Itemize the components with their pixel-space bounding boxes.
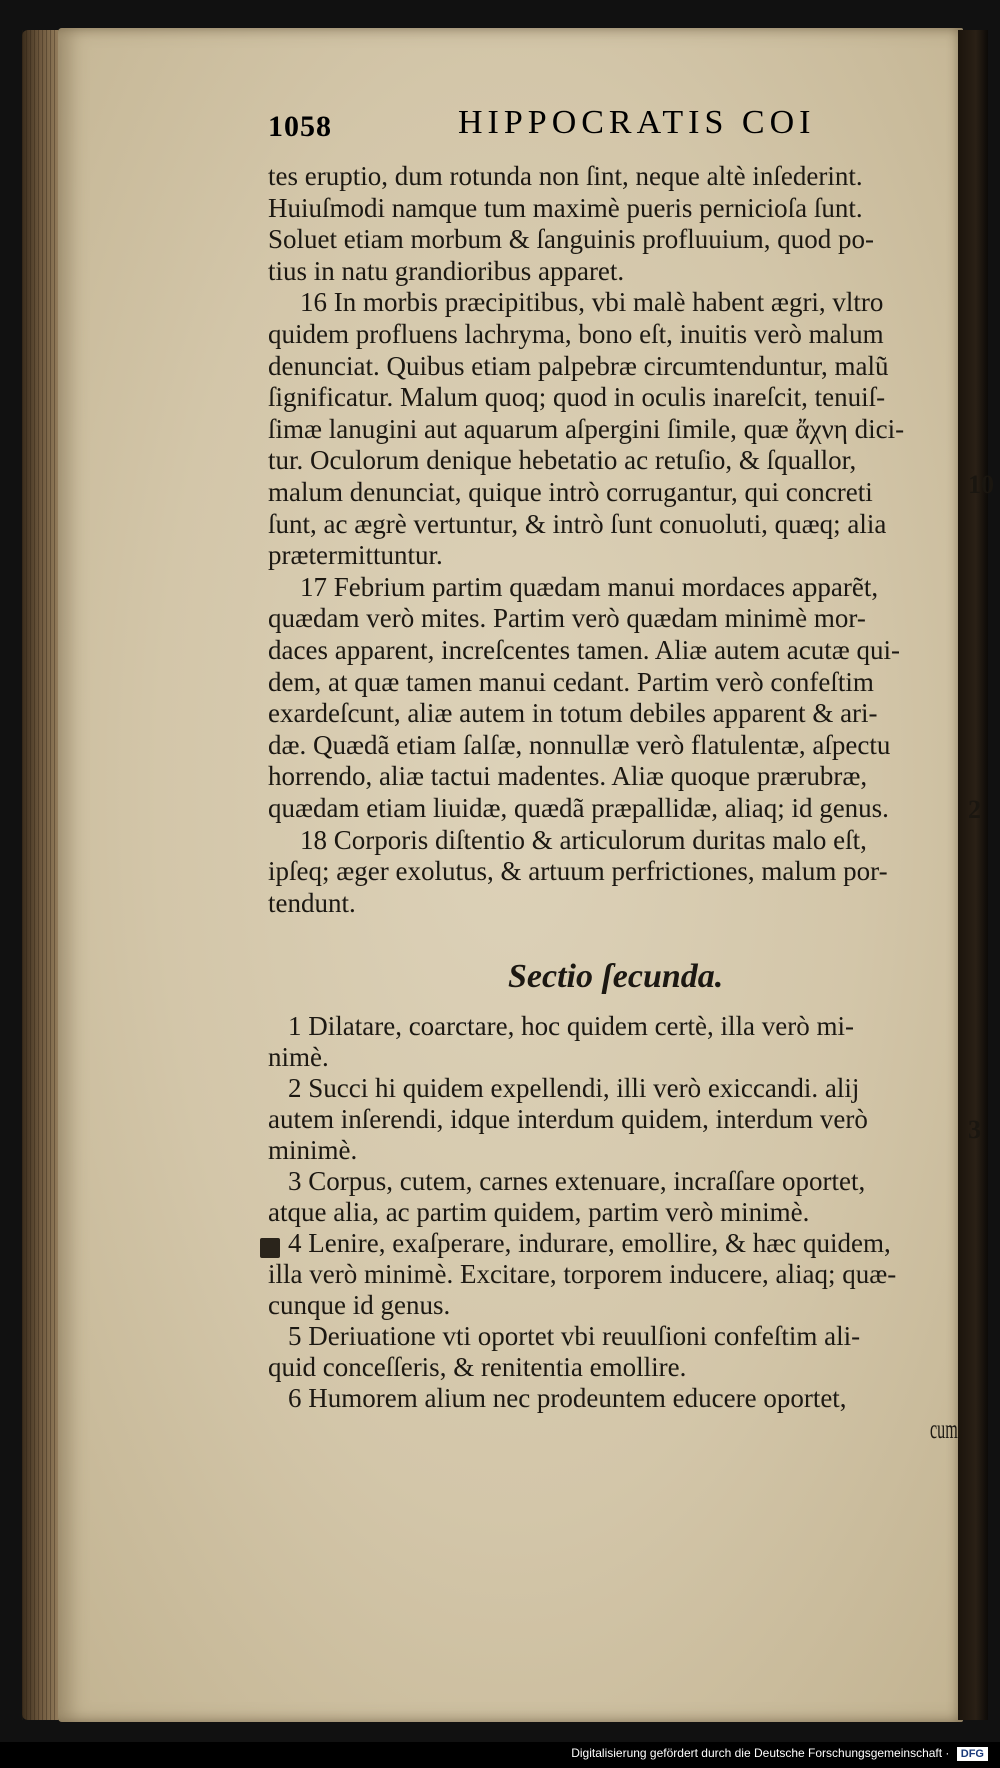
margin-fragment: 10	[968, 470, 994, 499]
margin-fragment: 2	[968, 795, 981, 824]
text-line: ſignificatur. Malum quoq; quod in oculis inareſcit, tenuiſ-	[268, 382, 886, 413]
text-line: daces apparent, increſcentes tamen. Aliæ autem acutæ qui-	[268, 635, 901, 665]
text-line: tur. Oculorum denique hebetatio ac retuſio, & ſquallor,	[268, 445, 857, 476]
text-line: cum	[930, 1414, 958, 1444]
text-line: tius in natu grandioribus apparet.	[268, 255, 625, 286]
text-line: autem inſerendi, idque interdum quidem, interdum verò	[268, 1104, 868, 1134]
page-number: 1058	[268, 110, 332, 143]
text-line: quid conceſſeris, & renitentia emollire.	[268, 1352, 687, 1382]
text-line: cunque id genus.	[268, 1290, 451, 1320]
text-line: 3 Corpus, cutem, carnes extenuare, incraſſare oportet,	[288, 1166, 866, 1196]
footer-credit-text: Digitalisierung gefördert durch die Deutsche Forschungsgemeinschaft ·	[571, 1746, 950, 1760]
text-line: 4 Lenire, exaſperare, indurare, emollire, & hæc quidem,	[288, 1228, 891, 1258]
text-line: atque alia, ac partim quidem, partim verò minimè.	[268, 1197, 810, 1227]
text-line: prætermittuntur.	[268, 540, 443, 571]
page-header	[268, 104, 968, 148]
text-line: 5 Deriuatione vti oportet vbi reuulſioni confeſtim ali-	[288, 1321, 861, 1351]
text-line: Huiuſmodi namque tum maximè pueris pernicioſa ſunt.	[268, 192, 863, 223]
text-line: exardeſcunt, aliæ autem in totum debiles apparent & ari-	[268, 698, 878, 729]
text-line: 17 Febrium partim quædam manui mordaces apparẽt,	[300, 571, 879, 602]
text-line: nimè.	[268, 1042, 329, 1072]
footer-bar	[0, 1742, 1000, 1768]
text-line: 1 Dilatare, coarctare, hoc quidem certè, illa verò mi-	[288, 1011, 854, 1041]
text-line: minimè.	[268, 1135, 358, 1165]
text-line: 18 Corporis diſtentio & articulorum duritas malo eſt,	[300, 824, 867, 855]
dfg-logo-icon: DFG	[957, 1747, 988, 1761]
text-line: quædam verò mites. Partim verò quædam minimè mor-	[268, 603, 866, 634]
text-line: ſunt, ac ægrè vertuntur, & intrò ſunt conuoluti, quæq; alia	[268, 508, 887, 539]
next-page-edge	[958, 30, 988, 1720]
text-line: ſimæ lanugini aut aquarum aſpergini ſimile, quæ ἄχνη dici-	[268, 413, 905, 444]
text-line: 6 Humorem alium nec prodeuntem educere oportet,	[288, 1383, 847, 1413]
running-title: HIPPOCRATIS COI	[458, 104, 816, 141]
margin-fragment: 3	[968, 1115, 981, 1144]
text-line: dem, at quæ tamen manui cedant. Partim verò confeſtim	[268, 666, 874, 697]
text-line: quidem profluens lachryma, bono eſt, inuitis verò malum	[268, 319, 884, 349]
text-line: horrendo, aliæ tactui madentes. Aliæ quoque prærubræ,	[268, 761, 868, 792]
footer-credit	[571, 1746, 988, 1761]
library-stamp-mark	[260, 1238, 280, 1258]
section-heading: Sectio ſecunda.	[508, 958, 724, 995]
text-line: denunciat. Quibus etiam palpebræ circumtenduntur, malũ	[268, 350, 889, 381]
text-line: 16 In morbis præcipitibus, vbi malè habent ægri, vltro	[300, 287, 884, 318]
text-line: 2 Succi hi quidem expellendi, illi verò exiccandi. alij	[288, 1073, 860, 1103]
text-line: tes eruptio, dum rotunda non ſint, neque altè inſederint.	[268, 161, 863, 191]
text-line: Soluet etiam morbum & ſanguinis profluuium, quod po-	[268, 224, 874, 255]
text-line: ipſeq; æger exolutus, & artuum perfrictiones, malum por-	[268, 856, 888, 887]
text-line: quædam etiam liuidæ, quædã præpallidæ, aliaq; id genus.	[268, 793, 889, 823]
text-line: malum denunciat, quique intrò corrugantur, qui concreti	[268, 477, 873, 507]
text-line: tendunt.	[268, 887, 356, 918]
text-line: illa verò minimè. Excitare, torporem inducere, aliaq; quæ-	[268, 1259, 897, 1289]
text-line: dæ. Quædã etiam ſalſæ, nonnullæ verò flatulentæ, aſpectu	[268, 729, 891, 760]
